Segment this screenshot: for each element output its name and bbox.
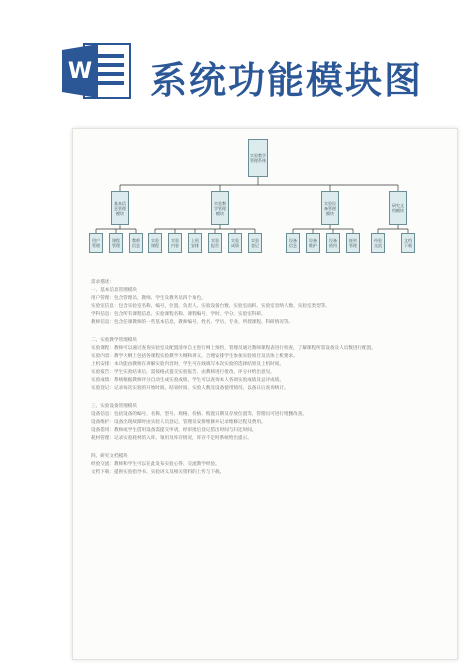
diagram-submodule: 实验课程 <box>148 233 162 253</box>
text-line: 四、研究文档模块 <box>91 454 128 459</box>
text-line: 上机安排：本功能由教师在讲解实验内容时，学生可在线填写本次实验的选择结果及上机时间。 <box>91 362 284 367</box>
diagram-submodule: 设备维护 <box>306 233 320 253</box>
text-line: 一、基本信息管理模块 <box>91 288 137 293</box>
paragraph-gap <box>91 393 441 403</box>
text-line: 用户管理：包含管理员、教师、学生及教务员四个角色。 <box>91 296 206 301</box>
diagram-submodule: 文档下载 <box>401 233 415 253</box>
diagram-root: 实验教学管理系统 <box>248 139 268 177</box>
text-line: 设备维护：设备出现故障时由实验人员登记，管理员安排维修并记录维修过程及费用。 <box>91 420 266 425</box>
document-text <box>91 279 441 477</box>
text-line: 经验交流：教师和学生可以在此发布实验心得、交流教学经验。 <box>91 462 220 467</box>
diagram-module: 研究文档模块 <box>389 191 407 225</box>
diagram-submodule: 教师信息 <box>129 233 143 253</box>
text-line: 三、实验设备管理模块 <box>91 404 137 409</box>
diagram-submodule: 上机安排 <box>188 233 202 253</box>
diagram-submodule: 耗材管理 <box>346 233 360 253</box>
diagram-submodule: 经验交流 <box>371 233 385 253</box>
diagram-submodule: 实验登记 <box>248 233 262 253</box>
diagram-module: 实验设备管理模块 <box>321 191 339 225</box>
page-title: 系统功能模块图 <box>150 59 423 102</box>
paragraph-gap <box>91 327 441 337</box>
header <box>0 0 474 118</box>
text-line: 实验内容：教学大纲上包括各课程实验教学大纲和讲义，合理安排学生参加实验项目及具体上机要求。 <box>91 354 298 359</box>
diagram-submodule: 设备借用 <box>326 233 340 253</box>
text-line: 二、实验教学管理模块 <box>91 338 137 343</box>
text-line: 实验室信息：包含实验室名称、编号、位置、负责人、实验设备台数、实验室面积、实验室容纳人数、实验室类型等。 <box>91 304 330 309</box>
text-line: 耗材管理：记录实验耗材的入库、领用及库存情况，库存不足时系统给出提示。 <box>91 436 252 441</box>
logo-letter: W <box>67 59 93 84</box>
text-line: 文档下载：提供实验指导书、实验讲义及相关资料的上传与下载。 <box>91 470 225 475</box>
text-line: 设备借用：教师或学生借用设备需提交申请，经审批后登记借出时间与归还时间。 <box>91 428 257 433</box>
document-page <box>72 128 458 660</box>
text-line: 实验课程：教师可以通过查询实验室及配置清单自主进行网上预约，管理员通过教师课程表进行检查，了解课程所需设备及人员数进行配置。 <box>91 346 376 351</box>
text-line: 实验成绩：系统根据教师评分自动生成实验成绩，学生可以查询本人各项实验成绩及总评成绩。 <box>91 378 284 383</box>
diagram-submodule: 课程管理 <box>109 233 123 253</box>
text-line: 设备信息：包括设备的编号、名称、型号、规格、价格、购置日期及存放位置等，管理员可进行增删改查。 <box>91 412 307 417</box>
text-line: 需求描述： <box>91 280 114 285</box>
text-line: 实验报告：学生实验结束后，需按格式提交实验报告，由教师进行批改、评分并给出意见。 <box>91 370 275 375</box>
word-document-icon <box>62 42 132 100</box>
paragraph-gap <box>91 443 441 453</box>
diagram-submodule: 用户管理 <box>89 233 103 253</box>
diagram-submodule: 设备信息 <box>286 233 300 253</box>
text-line: 实验登记：记录每次实验的开始时间、结束时间、实验人数及设备使用情况，以备日后查询统计。 <box>91 386 289 391</box>
diagram-module: 实验教学管理模块 <box>211 191 229 225</box>
diagram-submodule: 实验内容 <box>168 233 182 253</box>
diagram-module: 基本信息管理模块 <box>111 191 129 225</box>
diagram-submodule: 实验报告 <box>208 233 222 253</box>
text-line: 教师信息：包含任课教师的一些基本信息，教师编号、姓名、学历、专业、所授课程、科研情况等。 <box>91 320 294 325</box>
text-line: 学科信息：包含所有课程信息、实验课程名称、课程编号、学时、学分、实验室科研。 <box>91 312 266 317</box>
diagram-submodule: 实验成绩 <box>228 233 242 253</box>
